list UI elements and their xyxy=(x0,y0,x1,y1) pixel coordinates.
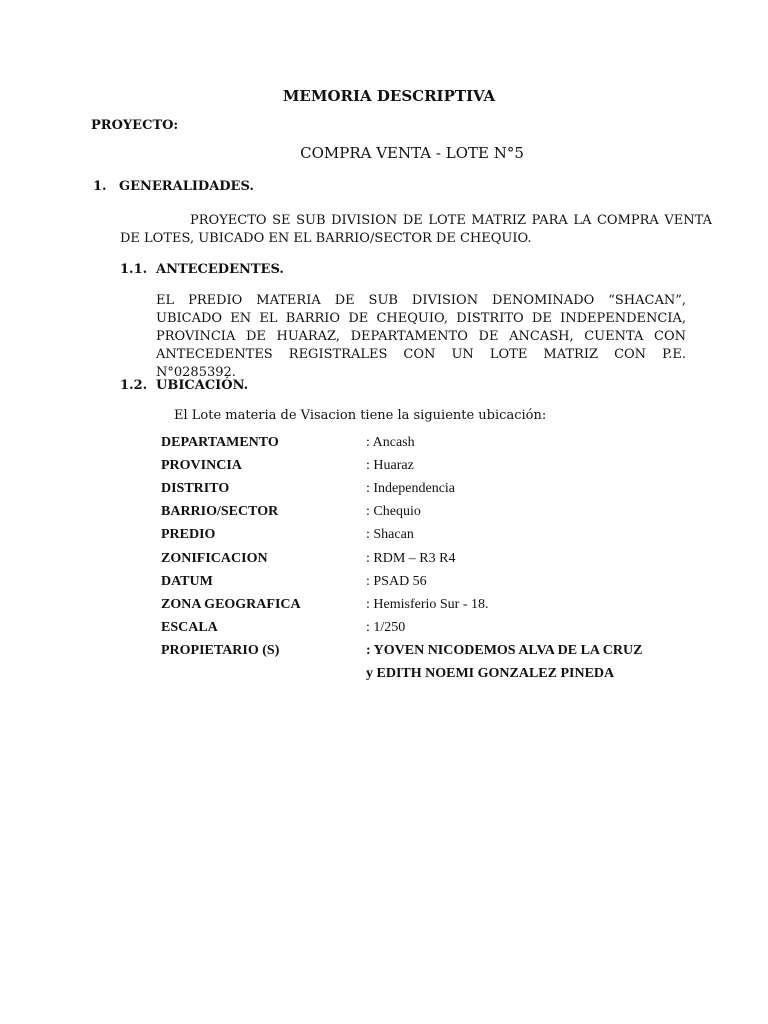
section-title: GENERALIDADES. xyxy=(119,179,254,194)
table-row xyxy=(161,593,642,616)
table-row xyxy=(161,477,642,500)
row-value: : 1/250 xyxy=(366,620,406,636)
row-label: ESCALA xyxy=(161,620,218,636)
row-value: : Huaraz xyxy=(366,457,414,473)
section-heading-ubicacion xyxy=(120,378,248,393)
row-label: PREDIO xyxy=(161,527,216,543)
ubicacion-intro: El Lote materia de Visacion tiene la siguiente ubicación: xyxy=(174,408,547,423)
section-title: ANTECEDENTES. xyxy=(156,262,284,277)
row-value: : Chequio xyxy=(366,504,421,520)
row-label: DEPARTAMENTO xyxy=(161,434,279,450)
row-value: : YOVEN NICODEMOS ALVA DE LA CRUZ xyxy=(366,643,643,659)
row-label: BARRIO/SECTOR xyxy=(161,504,279,520)
table-row xyxy=(161,617,642,640)
row-value: : Hemisferio Sur - 18. xyxy=(366,596,489,612)
section-heading-antecedentes xyxy=(120,262,284,277)
row-value: : RDM – R3 R4 xyxy=(366,550,456,566)
row-value: : Independencia xyxy=(366,480,456,496)
row-label: DISTRITO xyxy=(161,480,230,496)
section-number: 1.1. xyxy=(120,262,148,277)
row-value: : PSAD 56 xyxy=(366,573,427,589)
table-row xyxy=(161,570,642,593)
project-label: PROYECTO: xyxy=(91,118,179,133)
row-label: DATUM xyxy=(161,573,213,589)
antecedentes-paragraph: EL PREDIO MATERIA DE SUB DIVISION DENOMINADO “SHACAN”, UBICADO EN EL BARRIO DE CHEQUIO, DISTRITO DE INDEPENDENCIA, PROVINCIA DE HUARAZ, DEPARTAMENTO DE ANCASH, CUENTA CON ANTECEDENTES REGISTRALES CON UN LOTE MATRIZ CON P.E. N°0285392. xyxy=(156,293,686,380)
project-name: COMPRA VENTA - LOTE N°5 xyxy=(300,144,524,162)
table-row xyxy=(161,454,642,477)
section-number: 1.2. xyxy=(120,378,148,393)
generalidades-paragraph: PROYECTO SE SUB DIVISION DE LOTE MATRIZ PARA LA COMPRA VENTA DE LOTES, UBICADO EN EL BARRIO/SECTOR DE CHEQUIO. xyxy=(120,213,712,246)
row-label: PROVINCIA xyxy=(161,457,242,473)
table-row xyxy=(161,663,642,686)
table-row xyxy=(161,501,642,524)
row-value: : Ancash xyxy=(366,434,415,450)
table-row xyxy=(161,547,642,570)
document-title: MEMORIA DESCRIPTIVA xyxy=(282,87,496,105)
location-table xyxy=(161,431,642,686)
row-value: : Shacan xyxy=(366,527,414,543)
row-value: y EDITH NOEMI GONZALEZ PINEDA xyxy=(366,666,615,682)
table-row xyxy=(161,431,642,454)
row-label: ZONIFICACION xyxy=(161,550,268,566)
table-row xyxy=(161,524,642,547)
table-row xyxy=(161,640,642,663)
section-number: 1. xyxy=(93,179,107,194)
section-heading-generalidades xyxy=(93,179,254,194)
row-label: ZONA GEOGRAFICA xyxy=(161,596,301,612)
section-title: UBICACIÓN. xyxy=(156,378,249,393)
row-label: PROPIETARIO (S) xyxy=(161,643,280,659)
